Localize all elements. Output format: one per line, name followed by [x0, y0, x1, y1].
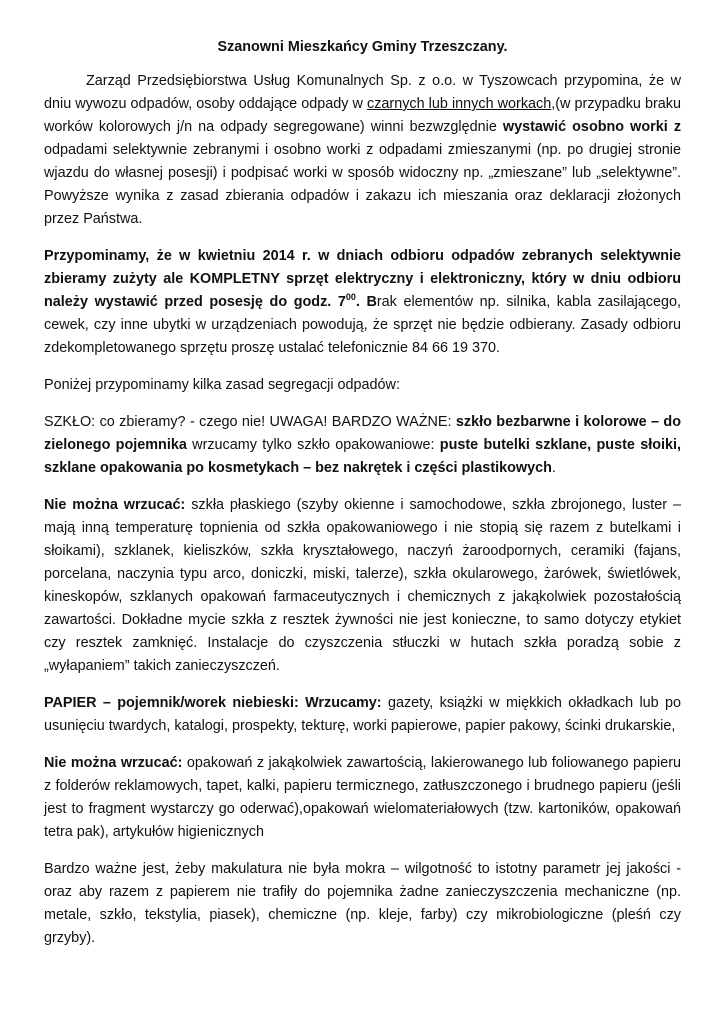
underlined-text: czarnych lub innych workach — [367, 96, 552, 112]
bold-text: Przypominamy, że w kwietniu 2014 r. w dniach odbioru odpadów zebranych selektywnie zbieramy zużyty ale KOMPLETNY sprzęt elektryczny i elektroniczny, który w dniu odbioru należy wystawić przed posesję do godz. 7 — [44, 248, 681, 310]
paragraph-glass — [44, 411, 681, 480]
bold-text: Nie można wrzucać: — [44, 497, 186, 513]
text-run: Zarząd Przedsiębiorstwa Usług Komunalnych Sp. z o.o. w Tyszowcach przypomina, że w dniu wywozu odpadów, osoby oddające odpady w — [44, 73, 681, 112]
document-page — [44, 36, 681, 964]
paragraph-intro-rules: Poniżej przypominamy kilka zasad segregacji odpadów: — [44, 377, 400, 393]
text-run: rak elementów np. silnika, kabla zasilającego, cewek, czy inne ubytki w urządzeniach powodują, że sprzęt nie będzie odbierany. Zasady odbioru zdekompletowanego sprzętu proszę ustalać telefonicznie 84 66 19 370. — [44, 294, 681, 356]
text-run: odpadami selektywnie zebranymi i osobno worki z odpadami zmieszanymi (np. po drugiej stronie wjazdu do własnej posesji) i podpisać worki w sposób widoczny np. „zmieszane” lub „selektywne”. Powyższe wynika z zasad zbierania odpadów i zakazu ich mieszania oraz deklaracji złożonych przez Państwa. — [44, 142, 681, 227]
paragraph-bags-reminder — [44, 70, 681, 231]
paragraph-electronics — [44, 245, 681, 360]
paragraph-paper — [44, 692, 681, 738]
text-run: SZKŁO: co zbieramy? - czego nie! UWAGA! BARDZO WAŻNE: — [44, 414, 456, 430]
text-run: szkła płaskiego (szyby okienne i samochodowe, szkła zbrojonego, luster – mają inną temperaturę topnienia od szkła opakowaniowego i nie stopią się razem z butelkami i słoikami), szklanek, kieliszków, szkła kryształowego, naczyń żaroodpornych, ceramiki (fajans, porcelana, naczynia typu arco, doniczki, miski, talerze), szkła okularowego, żarówek, świetlówek, kineskopów, szklanych opakowań farmaceutycznych i chemicznych z jakąkolwiek pozostałością zawartości. Dokładne mycie szkła z resztek żywności nie jest konieczne, to samo dotyczy etykiet czy resztek zamknięć. Instalacje do czyszczenia stłuczki w hutach szkła poradzą sobie z „wyłapaniem” takich zanieczyszczeń. — [44, 497, 681, 674]
bold-text: szkło bezbarwne i kolorowe – do zielonego pojemnika — [44, 414, 681, 453]
text-run: . — [551, 460, 556, 476]
superscript-text: 00 — [345, 292, 356, 302]
bold-text: PAPIER – pojemnik/worek niebieski: Wrzucamy: — [44, 695, 382, 711]
paragraph-paper-moisture: Bardzo ważne jest, żeby makulatura nie była mokra – wilgotność to istotny parametr jej jakości - oraz aby razem z papierem nie trafiły do pojemnika żadne zanieczyszczenia mechaniczne (np. metale, szkło, tekstylia, piasek), chemiczne (np. kleje, farby) czy mikrobiologiczne (pleśń czy grzyby). — [44, 861, 681, 946]
document-title: Szanowni Mieszkańcy Gminy Trzeszczany. — [217, 39, 508, 55]
bold-text: Nie można wrzucać: — [44, 755, 183, 771]
text-run: gazety, książki w miękkich okładkach lub po usunięciu twardych, katalogi, prospekty, tekturę, worki papierowe, papier pakowy, ścinki drukarskie, — [44, 695, 682, 734]
text-run: wrzucamy tylko szkło opakowaniowe: — [186, 437, 440, 453]
bold-text: . B — [355, 294, 377, 310]
paragraph-paper-excluded — [44, 752, 681, 844]
text-run: opakowań z jakąkolwiek zawartością, lakierowanego lub foliowanego papieru z folderów reklamowych, tapet, kalki, papieru termicznego, zatłuszczonego i brudnego papieru (jeśli jest to fragment wystarczy go oderwać),opakowań wielomateriałowych (tzw. kartoników, opakowań tetra pak), artykułów higienicznych — [44, 755, 681, 840]
bold-text: puste butelki szklane, puste słoiki, szklane opakowania po kosmetykach – bez nakrętek i części plastikowych — [44, 437, 681, 476]
text-run: ,(w przypadku braku worków kolorowych j/n na odpady segregowane) winni bezwzględnie — [44, 96, 681, 135]
bold-text: wystawić osobno worki z — [502, 119, 682, 135]
paragraph-glass-excluded — [44, 494, 681, 678]
